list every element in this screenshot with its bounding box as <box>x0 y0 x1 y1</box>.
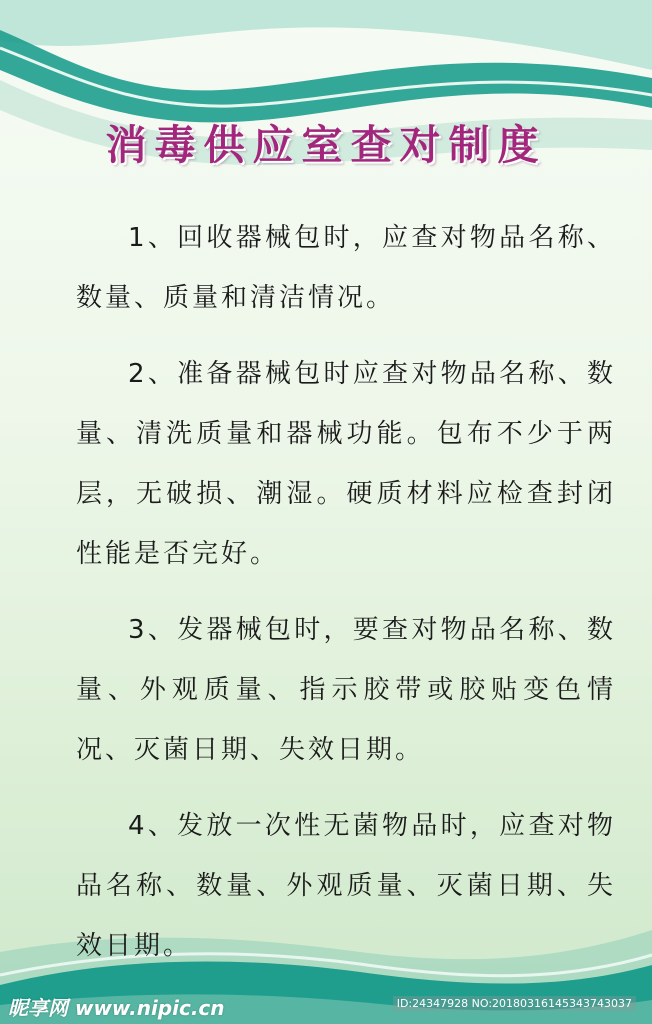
rules-body <box>76 208 616 992</box>
rule-paragraph-2: 2、准备器械包时应查对物品名称、数量、清洗质量和器械功能。包布不少于两层，无破损、潮湿。硬质材料应检查封闭性能是否完好。 <box>76 359 616 569</box>
site-watermark: 昵享网 www.nipic.cn <box>8 996 225 1020</box>
rule-paragraph-3: 3、发器械包时，要查对物品名称、数量、外观质量、指示胶带或胶贴变色情况、灭菌日期、失效日期。 <box>76 615 616 765</box>
rule-paragraph-4: 4、发放一次性无菌物品时，应查对物品名称、数量、外观质量、灭菌日期、失效日期。 <box>76 811 616 961</box>
top-wave-light <box>0 0 652 70</box>
rule-paragraph-1: 1、回收器械包时，应查对物品名称、数量、质量和清洁情况。 <box>76 223 616 313</box>
poster-title: 消毒供应室查对制度 <box>105 121 547 169</box>
image-id-watermark: ID:24347928 NO:20180316145343743037 <box>393 996 636 1011</box>
